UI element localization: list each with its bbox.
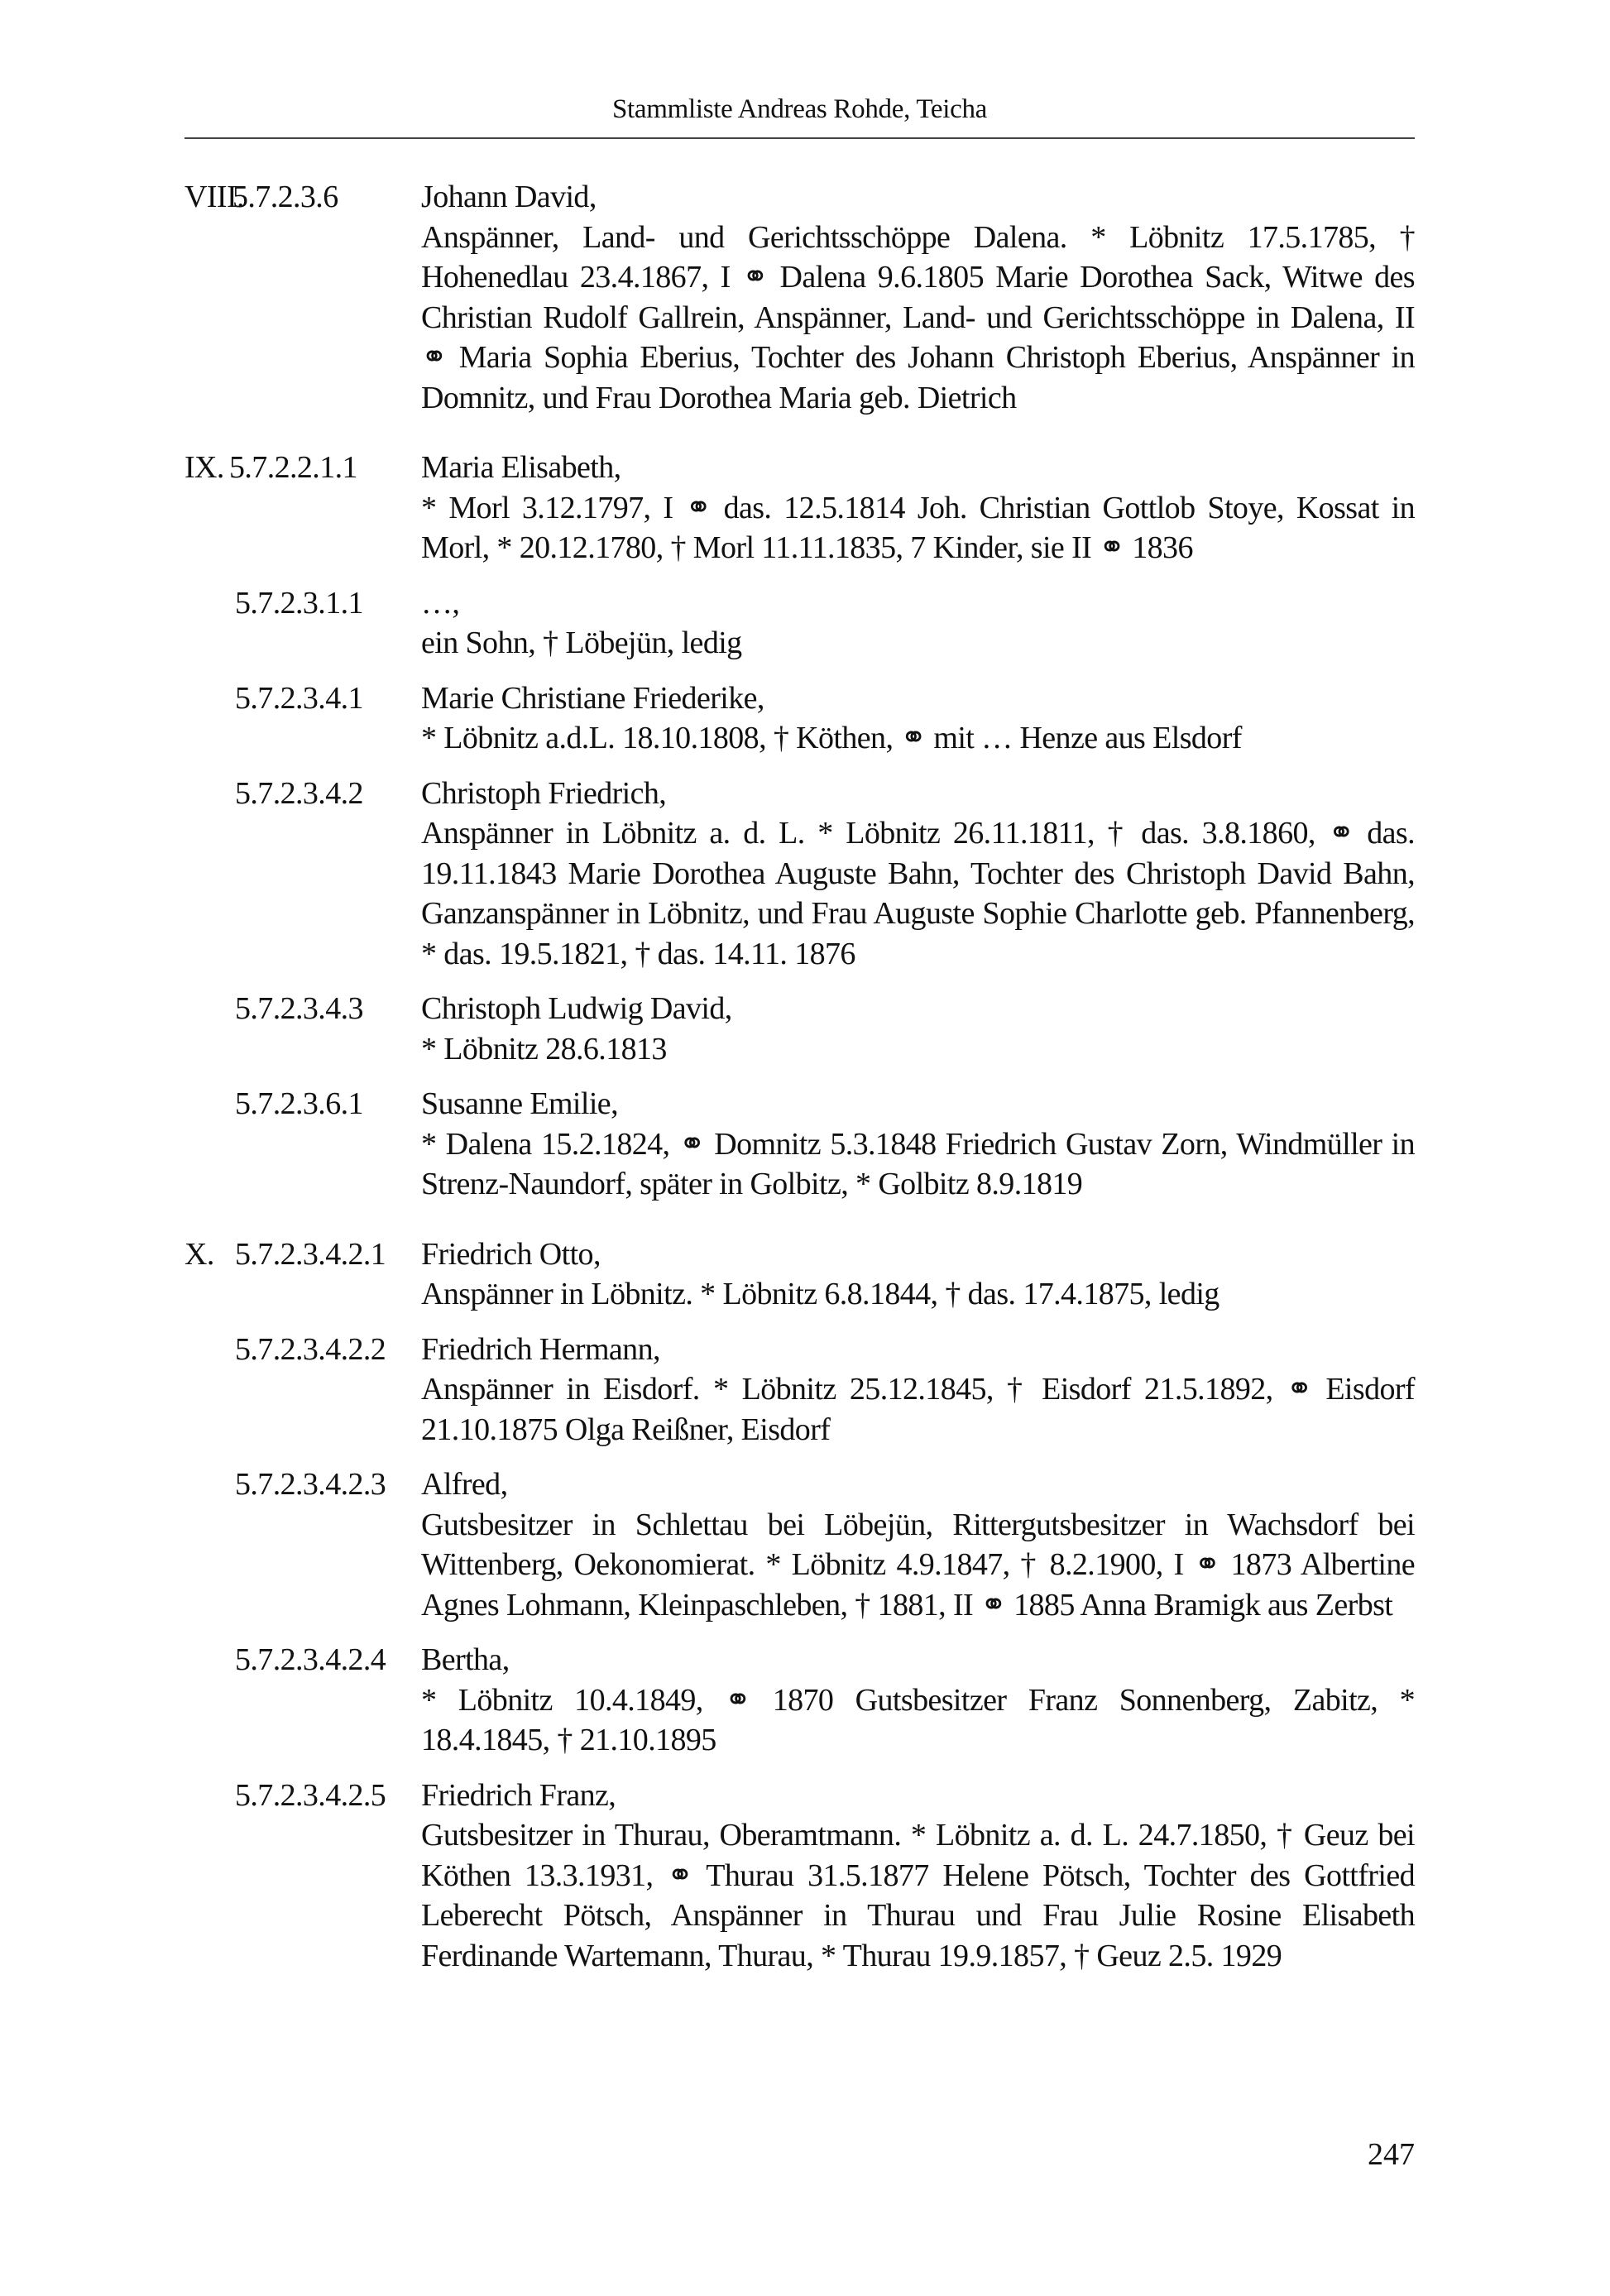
entry: [184, 1776, 1415, 1977]
entry-body: [421, 678, 1415, 759]
person-name: Susanne Emilie,: [421, 1086, 618, 1121]
entry-label: [184, 1464, 421, 1625]
entry-number: 5.7.2.3.4.2.4: [235, 1642, 386, 1677]
entry: [184, 774, 1415, 975]
entry-number: 5.7.2.3.4.1: [235, 680, 363, 716]
person-name: Friedrich Franz,: [421, 1777, 616, 1813]
entry-body: [421, 1234, 1415, 1315]
entry: [184, 678, 1415, 759]
generation-group-viii: [184, 177, 1415, 418]
person-details: Gutsbesitzer in Thurau, Oberamtmann. * Löbnitz a. d. L. 24.7.1850, † Geuz bei Köthen 13.3.1931, ⚭ Thurau 31.5.1877 Helene Pötsch, Tochter des Gottfried Leberecht Pötsch, Anspänner in Thurau und Frau Julie Rosine Elisabeth Ferdinande Wartemann, Thurau, * Thurau 19.9.1857, † Geuz 2.5. 1929: [421, 1818, 1415, 1973]
header-rule: [184, 137, 1415, 139]
entry-label: [184, 774, 421, 975]
entry-label: [184, 1084, 421, 1205]
entry-number: 5.7.2.2.1.1: [229, 450, 357, 485]
generation-numeral: IX.: [184, 450, 224, 485]
entry-body: [421, 1640, 1415, 1761]
entry-body: [421, 774, 1415, 975]
entry-number: 5.7.2.3.4.2.2: [235, 1331, 386, 1367]
person-details: Gutsbesitzer in Schlettau bei Löbejün, Rittergutsbesitzer in Wachsdorf bei Wittenberg, Oekonomierat. * Löbnitz 4.9.1847, † 8.2.1900, I ⚭ 1873 Albertine Agnes Lohmann, Kleinpaschleben, † 1881, II ⚭ 1885 Anna Bramigk aus Zerbst: [421, 1507, 1415, 1623]
entry-body: [421, 448, 1415, 568]
entry: [184, 1640, 1415, 1761]
person-details: Anspänner in Löbnitz. * Löbnitz 6.8.1844, † das. 17.4.1875, ledig: [421, 1277, 1219, 1311]
person-details: * Dalena 15.2.1824, ⚭ Domnitz 5.3.1848 Friedrich Gustav Zorn, Windmüller in Strenz-Naundorf, später in Golbitz, * Golbitz 8.9.1819: [421, 1126, 1415, 1201]
person-name: Maria Elisabeth,: [421, 450, 621, 485]
entry-label: [184, 1234, 421, 1315]
person-details: * Löbnitz 28.6.1813: [421, 1031, 667, 1067]
person-name: …,: [421, 585, 460, 621]
entry-body: [421, 177, 1415, 418]
person-details: ein Sohn, † Löbejün, ledig: [421, 626, 742, 660]
person-name: Christoph Friedrich,: [421, 775, 667, 811]
entry-label: [184, 177, 421, 418]
entry-body: [421, 1776, 1415, 1977]
entry-number: 5.7.2.3.4.2.1: [235, 1236, 386, 1272]
person-details: Anspänner, Land- und Gerichtsschöppe Dalena. * Löbnitz 17.5.1785, † Hohenedlau 23.4.1867, I ⚭ Dalena 9.6.1805 Marie Dorothea Sack, Witwe des Christian Rudolf Gallrein, Anspänner, Land- und Gerichtsschöppe in Dalena, II ⚭ Maria Sophia Eberius, Tochter des Johann Christoph Eberius, Anspänner in Domnitz, und Frau Dorothea Maria geb. Dietrich: [421, 219, 1415, 415]
entry-label: [184, 678, 421, 759]
entry: [184, 1464, 1415, 1625]
person-name: Alfred,: [421, 1467, 508, 1502]
entry-body: [421, 1464, 1415, 1625]
entry-number: 5.7.2.3.1.1: [235, 585, 363, 621]
entry: [184, 177, 1415, 418]
generation-group-ix: [184, 448, 1415, 1205]
person-name: Marie Christiane Friederike,: [421, 680, 764, 716]
entry-number: 5.7.2.3.4.2: [235, 775, 363, 811]
page-number: 247: [1368, 2137, 1415, 2172]
entry: [184, 448, 1415, 568]
entry-body: [421, 1084, 1415, 1205]
running-head-title: Stammliste Andreas Rohde, Teicha: [611, 94, 988, 124]
entry-body: [421, 583, 1415, 664]
entry: [184, 1084, 1415, 1205]
entry-number: 5.7.2.3.4.2.5: [235, 1777, 386, 1813]
genealogy-list: [184, 177, 1415, 2006]
person-name: Bertha,: [421, 1642, 510, 1677]
entry-number: 5.7.2.3.4.2.3: [235, 1467, 386, 1502]
entry: [184, 989, 1415, 1069]
person-name: Christoph Ludwig David,: [421, 991, 732, 1026]
person-details: * Morl 3.12.1797, I ⚭ das. 12.5.1814 Joh. Christian Gottlob Stoye, Kossat in Morl, * 20.12.1780, † Morl 11.11.1835, 7 Kinder, sie II ⚭ 1836: [421, 490, 1415, 565]
entry-body: [421, 989, 1415, 1069]
entry-number: 5.7.2.3.6.1: [235, 1086, 363, 1121]
entry-body: [421, 1330, 1415, 1450]
person-details: Anspänner in Eisdorf. * Löbnitz 25.12.1845, † Eisdorf 21.5.1892, ⚭ Eisdorf 21.10.1875 Olga Reißner, Eisdorf: [421, 1372, 1415, 1447]
entry-label: [184, 1330, 421, 1450]
generation-numeral: VIII.: [184, 180, 244, 214]
generation-numeral: X.: [184, 1236, 214, 1272]
entry-label: [184, 989, 421, 1069]
entry: [184, 1234, 1415, 1315]
person-name: Friedrich Otto,: [421, 1236, 601, 1272]
entry-label: [184, 1776, 421, 1977]
entry-label: [184, 448, 421, 568]
generation-group-x: [184, 1234, 1415, 1977]
entry: [184, 583, 1415, 664]
person-details: Anspänner in Löbnitz a. d. L. * Löbnitz 26.11.1811, † das. 3.8.1860, ⚭ das. 19.11.1843 Marie Dorothea Auguste Bahn, Tochter des Christoph David Bahn, Ganzanspänner in Löbnitz, und Frau Auguste Sophie Charlotte geb. Pfannenberg, * das. 19.5.1821, † das. 14.11. 1876: [421, 816, 1415, 971]
entry-label: [184, 583, 421, 664]
person-name: Friedrich Hermann,: [421, 1331, 660, 1367]
person-details: * Löbnitz a.d.L. 18.10.1808, † Köthen, ⚭ mit … Henze aus Elsdorf: [421, 721, 1242, 755]
entry-label: [184, 1640, 421, 1761]
entry-number: 5.7.2.3.4.3: [235, 991, 363, 1026]
entry-number: 5.7.2.3.6: [232, 180, 338, 214]
person-details: * Löbnitz 10.4.1849, ⚭ 1870 Gutsbesitzer Franz Sonnenberg, Zabitz, * 18.4.1845, † 21.10.1895: [421, 1682, 1415, 1757]
entry: [184, 1330, 1415, 1450]
person-name: Johann David,: [421, 180, 597, 214]
